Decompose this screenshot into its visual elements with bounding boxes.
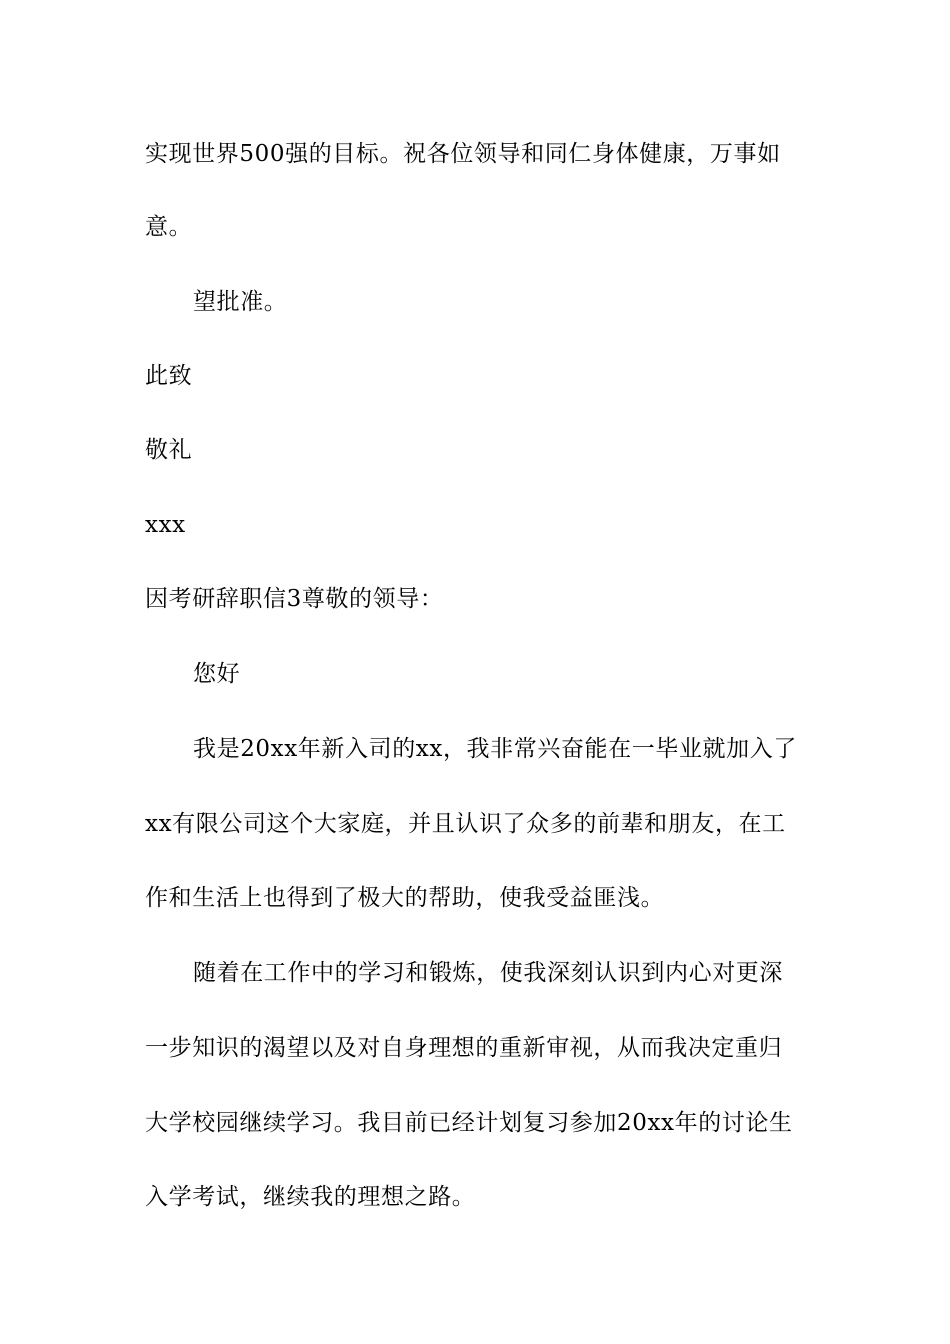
- paragraph-line: 大学校园继续学习。我目前已经计划复习参加20xx年的讨论生: [145, 1110, 793, 1136]
- paragraph-line: 意。: [145, 214, 193, 240]
- paragraph-line: 入学考试，继续我的理想之路。: [145, 1184, 476, 1210]
- signature: xxx: [145, 512, 186, 538]
- paragraph-line: 我是20xx年新入司的xx，我非常兴奋能在一毕业就加入了: [193, 736, 797, 762]
- paragraph-line: 一步知识的渴望以及对自身理想的重新审视，从而我决定重归: [145, 1035, 783, 1061]
- paragraph-line: 实现世界500强的目标。祝各位领导和同仁身体健康，万事如: [145, 141, 781, 167]
- closing-salutation: 此致: [145, 363, 193, 389]
- letter-heading: 因考研辞职信3尊敬的领导：: [145, 586, 444, 612]
- paragraph-line: 随着在工作中的学习和锻炼，使我深刻认识到内心对更深: [193, 960, 783, 986]
- paragraph-line: 作和生活上也得到了极大的帮助，使我受益匪浅。: [145, 885, 665, 911]
- closing-regards: 敬礼: [145, 437, 193, 463]
- approval-request: 望批准。: [193, 289, 288, 315]
- paragraph-line: xx有限公司这个大家庭，并且认识了众多的前辈和朋友，在工: [145, 811, 786, 837]
- greeting: 您好: [193, 661, 241, 687]
